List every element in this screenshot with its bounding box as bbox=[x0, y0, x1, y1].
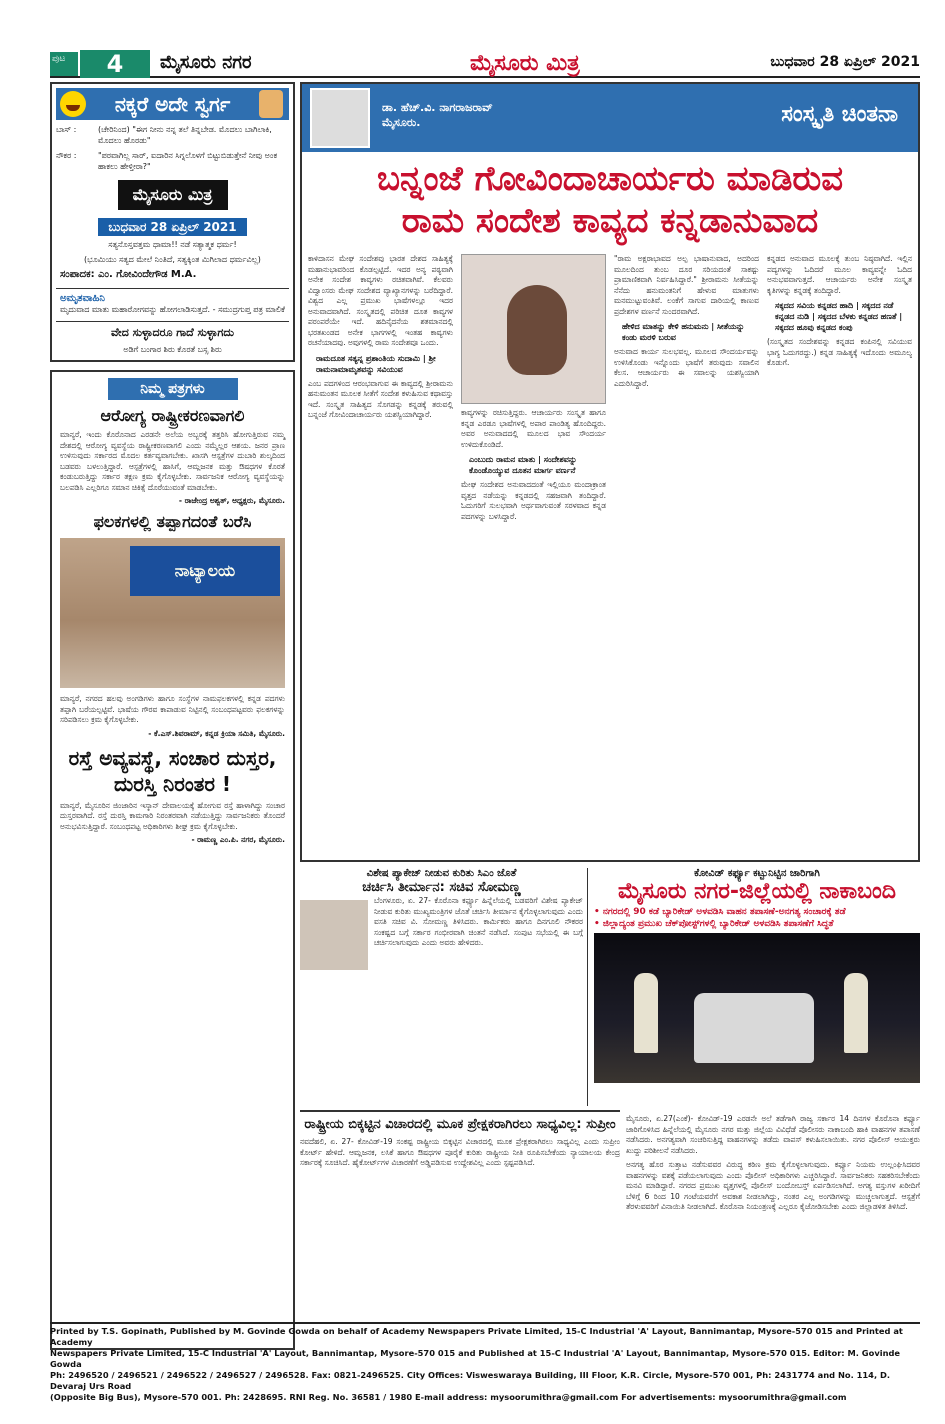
column-title: ಸಂಸ್ಕೃತಿ ಚಿಂತನಾ bbox=[781, 102, 898, 127]
story-bullet: • ನಗರದಲ್ಲಿ 90 ಕಡೆ ಬ್ಯಾರಿಕೇಡ್ ಅಳವಡಿಸಿ ವಾಹನ ತಪಾಸಣೆ-ಅನಗತ್ಯ ಸಂಚಾರಕ್ಕೆ ತಡೆ bbox=[594, 907, 846, 917]
imprint-line: (Opposite Big Bus), Mysore-570 001. Ph: 2428695. RNI Reg. No. 36581 / 1980 E-mail address: mysoorumithra@gmail.com For advertisements: mysoorumithra@gmail.com bbox=[50, 1392, 847, 1402]
joke-line bbox=[56, 150, 289, 172]
verse: ಎಂಬುದು ರಾಮನ ಮಾತು | ಸಂದೇಶವನ್ನು ಕೊಂಡೊಯ್ಯುವ ದೂತನ ಮಾರ್ಗ ವರ್ಣನೆ bbox=[469, 455, 577, 475]
joke-speaker: ಬಾಸ್ : bbox=[56, 125, 77, 134]
article-text: ಮೇಘ ಸಂದೇಶದ ಅನುವಾದದಂತೆ ಇಲ್ಲಿಯೂ ಮಂದಾಕ್ರಾಂತ ವೃತ್ತದ ನಡೆಯನ್ನು ಕನ್ನಡದಲ್ಲಿ ಸಹಜವಾಗಿ ತಂದಿದ್ದಾರೆ. ಓದುಗರಿಗೆ ಸುಲಭವಾಗಿ ಅರ್ಥವಾಗುವಂತೆ ಸರಳವಾದ ಕನ್ನಡ ಪದಗಳನ್ನು ಬಳಸಿದ್ದಾರೆ. bbox=[461, 480, 606, 521]
letter-signature: - ರಾಮಣ್ಣ ಎಂ.ಪಿ. ನಗರ, ಮೈಸೂರು. bbox=[191, 835, 285, 844]
page-label: ಪುಟ bbox=[50, 52, 78, 76]
article-column bbox=[614, 254, 759, 856]
joke-text: "ಪರವಾಗಿಲ್ಲ ಸಾರ್, ಐದಾರಿನ ಸಿಗ್ನಲೊಳಗೆ ಬಿಟ್ಟುಬಿಡುತ್ತೇನೆ ನೀವು ಅಂಕ ಹಾಕಲು ಹೇಳ್ತೀರಾ?" bbox=[98, 151, 278, 171]
tagline-translation: (ಭೂಮಿಯು ಸತ್ಯದ ಮೇಲೆ ನಿಂತಿದೆ, ಸತ್ಯಕ್ಕಿಂತ ಮಿಗಿಲಾದ ಧರ್ಮವಿಲ್ಲ) bbox=[84, 255, 261, 264]
letter-body: ಮಾನ್ಯರೆ, ನಗರದ ಹಲವು ಅಂಗಡಿಗಳು ಹಾಗೂ ಸಂಸ್ಥೆಗಳ ನಾಮಫಲಕಗಳಲ್ಲಿ ಕನ್ನಡ ಪದಗಳು ತಪ್ಪಾಗಿ ಬರೆಯಲ್ಪಟ್ಟಿವೆ. ಭಾಷೆಯ ಗೌರವ ಕಾಪಾಡುವ ನಿಟ್ಟಿನಲ್ಲಿ ಸಂಬಂಧಪಟ್ಟವರು ಫಲಕಗಳನ್ನು ಸರಿಪಡಿಸಲು ಕ್ರಮ ಕೈಗೊಳ್ಳಬೇಕು. bbox=[60, 694, 285, 724]
article-text: (ಸಂಸ್ಕೃತದ ಸಂದೇಶವನ್ನು ಕನ್ನಡದ ಕಂಪಿನಲ್ಲಿ ಸವಿಯುವ ಭಾಗ್ಯ ಓದುಗರದ್ದು.) ಕನ್ನಡ ಸಾಹಿತ್ಯಕ್ಕೆ ಇದೊಂದು ಅಮೂಲ್ಯ ಕೊಡುಗೆ. bbox=[767, 337, 912, 367]
story-somanna bbox=[300, 868, 588, 1106]
main-article bbox=[300, 82, 920, 862]
article-text: ಕಾಳಿದಾಸನ ಮೇಘ ಸಂದೇಶವು ಭಾರತ ದೇಶದ ಸಾಹಿತ್ಯಕ್ಕೆ ಮಹಾನುಭಾವರಿಂದ ಕೊಡಲ್ಪಟ್ಟಿದೆ. ಇದರ ಅನ್ಯ ಪಠ್ಯವಾಗಿ ಅನೇಕ ಸಂದೇಶ ಕಾವ್ಯಗಳು ರಚಿತವಾಗಿವೆ. ಕೆಲವರು ವಿದ್ವಾಂಸರು ಮೇಘ ಸಂದೇಶದ ವ್ಯಾಖ್ಯಾನಗಳನ್ನು ಬರೆದಿದ್ದಾರೆ. ವಿಶ್ವದ ಎಲ್ಲ ಪ್ರಮುಖ ಭಾಷೆಗಳಲ್ಲೂ ಇದರ ಅನುವಾದವಾಗಿದೆ. ಸಂಸ್ಕೃತದಲ್ಲಿ ಪರಿಚಿತ ದೂತ ಕಾವ್ಯಗಳ ಪರಂಪರೆಯೇ ಇದೆ. ಹದಿನೈದನೆಯ ಶತಮಾನದಲ್ಲಿ ಭರತಖಂಡದ ಅನೇಕ ಭಾಗಗಳಲ್ಲಿ ಇಂತಹ ಕಾವ್ಯಗಳು ರಚನೆಯಾದವು. ಅವುಗಳಲ್ಲಿ ರಾಮ ಸಂದೇಶವೂ ಒಂದು. bbox=[308, 254, 453, 347]
letter-title: ಫಲಕಗಳಲ್ಲಿ ತಪ್ಪಾಗದಂತೆ ಬರೆಸಿ bbox=[93, 512, 252, 531]
police-checkpoint-photo bbox=[594, 933, 920, 1083]
shop-signboard-photo bbox=[60, 538, 285, 688]
issue-date: ಬುಧವಾರ 28 ಏಪ್ರಿಲ್ 2021 bbox=[770, 54, 920, 70]
laughing-face-icon bbox=[60, 91, 86, 117]
policeman-shape bbox=[634, 973, 658, 1053]
article-headline bbox=[302, 158, 918, 242]
verse: ಸಕ್ಕದದ ಸವಿಯ ಕನ್ನಡದ ಹಾದಿ | ಸಕ್ಕದದ ನಡೆ ಕನ್ನಡದ ನುಡಿ | ಸಕ್ಕದದ ಬೆಳಕು ಕನ್ನಡದ ಹಣತೆ | ಸಕ್ಕದದ ಹೂವು ಕನ್ನಡದ ಕಂಪು bbox=[775, 301, 903, 332]
letter-body: ಮಾನ್ಯರೆ, ಇಂದು ಕೊರೊನಾದ ಎರಡನೇ ಅಲೆಯ ಅಬ್ಬರಕ್ಕೆ ತತ್ತರಿಸಿ ಹೋಗುತ್ತಿರುವ ನಮ್ಮ ದೇಶದಲ್ಲಿ ಆರೋಗ್ಯ ವ್ಯವಸ್ಥೆಯ ರಾಷ್ಟ್ರೀಕರಣವಾಗಲಿ ಎಂದು ನಮ್ಮೆಲ್ಲರ ಆಶಯ. ಜನರ ಪ್ರಾಣ ಉಳಿಸುವುದು ಸರ್ಕಾರದ ಮೊದಲ ಕರ್ತವ್ಯವಾಗಬೇಕು. ಖಾಸಗಿ ಆಸ್ಪತ್ರೆಗಳ ದುಬಾರಿ ಶುಲ್ಕದಿಂದ ಬಡವರು ಬಳಲುತ್ತಿದ್ದಾರೆ. ಆಸ್ಪತ್ರೆಗಳಲ್ಲಿ ಹಾಸಿಗೆ, ಆಮ್ಲಜನಕ ಮತ್ತು ಔಷಧಗಳ ಕೊರತೆ ಕಂಡುಬರುತ್ತಿದ್ದು ಸರ್ಕಾರ ತಕ್ಷಣ ಕ್ರಮ ಕೈಗೊಳ್ಳಬೇಕು. ಸಾರ್ವಜನಿಕ ಆರೋಗ್ಯ ವ್ಯವಸ್ಥೆಯನ್ನು ಬಲಪಡಿಸಿ ಎಲ್ಲರಿಗೂ ಸಮಾನ ಚಿಕಿತ್ಸೆ ದೊರೆಯುವಂತೆ ಮಾಡಬೇಕು. bbox=[60, 430, 285, 492]
article-text: ಕನ್ನಡದ ಅನುವಾದ ಮೂಲಕ್ಕೆ ತುಂಬ ನಿಷ್ಠವಾಗಿದೆ. ಇಲ್ಲಿನ ಪದ್ಯಗಳನ್ನು ಓದಿದರೆ ಮೂಲ ಕಾವ್ಯವನ್ನೇ ಓದಿದ ಅನುಭವವಾಗುತ್ತದೆ. ಆಚಾರ್ಯರು ಅನೇಕ ಸಂಸ್ಕೃತ ಕೃತಿಗಳನ್ನು ಕನ್ನಡಕ್ಕೆ ತಂದಿದ್ದಾರೆ. bbox=[767, 254, 912, 295]
nakkare-box bbox=[50, 82, 295, 362]
amrita-heading: ಅಮೃತವಾಹಿನಿ bbox=[56, 288, 289, 304]
masthead-logo: ಮೈಸೂರು ಮಿತ್ರ bbox=[470, 50, 580, 76]
story-text: ಅನಗತ್ಯ ಹೊರ ಸುತ್ತಾಟ ನಡೆಸುವವರ ವಿರುದ್ಧ ಕಠಿಣ ಕ್ರಮ ಕೈಗೊಳ್ಳಲಾಗುವುದು. ಕರ್ಫ್ಯೂ ನಿಯಮ ಉಲ್ಲಂಘಿಸಿದವರ ವಾಹನಗಳನ್ನು ವಶಕ್ಕೆ ಪಡೆಯಲಾಗುವುದು ಎಂದು ಪೊಲೀಸ್ ಅಧಿಕಾರಿಗಳು ಎಚ್ಚರಿಸಿದ್ದಾರೆ. ಸಾರ್ವಜನಿಕರು ಸಹಕರಿಸಬೇಕೆಂದು ಮನವಿ ಮಾಡಿದ್ದಾರೆ. ನಗರದ ಪ್ರಮುಖ ವೃತ್ತಗಳಲ್ಲಿ ಪೊಲೀಸ್ ಬಂದೋಬಸ್ತ್ ಏರ್ಪಡಿಸಲಾಗಿದೆ. ಅಗತ್ಯ ವಸ್ತುಗಳ ಖರೀದಿಗೆ ಬೆಳಿಗ್ಗೆ 6 ರಿಂದ 10 ಗಂಟೆಯವರೆಗೆ ಅವಕಾಶ ನೀಡಲಾಗಿದ್ದು, ನಂತರ ಎಲ್ಲ ಅಂಗಡಿಗಳನ್ನು ಮುಚ್ಚಲಾಗುತ್ತದೆ. ಆಸ್ಪತ್ರೆಗೆ ತೆರಳುವವರಿಗೆ ವಿನಾಯಿತಿ ನೀಡಲಾಗಿದೆ. ಕೊರೊನಾ ನಿಯಂತ್ರಣಕ್ಕೆ ಎಲ್ಲರೂ ಕೈಜೋಡಿಸಬೇಕು ಎಂದು ಜಿಲ್ಲಾಡಳಿತ ತಿಳಿಸಿದೆ. bbox=[626, 1160, 920, 1211]
story-bullet: • ಜಿಲ್ಲಾದ್ಯಂತ ಪ್ರಮುಖ ಚೆಕ್‌ಪೋಸ್ಟ್‌ಗಳಲ್ಲಿ ಬ್ಯಾರಿಕೇಡ್ ಅಳವಡಿಸಿ ತಪಾಸಣೆಗೆ ಸಿದ್ಧತೆ bbox=[594, 919, 834, 929]
article-text: "ರಾಮ ಅಕ್ಷರಾಭಾವದ ಅಲ್ಪ ಭಾಷಾನುವಾದ, ಅದರಿಂದ ಮೂಲದಿಂದ ತುಂಬ ದೂರ ಸರಿಯದಂತೆ ಸಾಕಷ್ಟು ಪ್ರಾಮಾಣಿಕವಾಗಿ ನಿರ್ವಹಿಸಿದ್ದಾರೆ." ಶ್ರೀರಾಮನು ಸೀತೆಯನ್ನು ನೆನೆದು ಹನುಮಂತನಿಗೆ ಹೇಳುವ ಮಾತುಗಳು ಮನಮುಟ್ಟುವಂತಿವೆ. ಲಂಕೆಗೆ ಸಾಗುವ ದಾರಿಯಲ್ಲಿ ಕಾಣುವ ಪ್ರದೇಶಗಳ ವರ್ಣನೆ ಸುಂದರವಾಗಿದೆ. bbox=[614, 254, 759, 316]
joke-line bbox=[56, 124, 289, 146]
letter-signature: - ಕೆ.ಎಸ್.ಶಿವರಾಮ್, ಕನ್ನಡ ಕ್ರಿಯಾ ಸಮಿತಿ, ಮೈಸೂರು. bbox=[148, 728, 285, 738]
verse: ರಾಮದೂತ ಸತ್ಯನ್ನ ಪ್ರಶಾಂತಿಯ ಸುದಾಮಿ | ಶ್ರೀ ರಾಮನಾಮಾಮೃತವನ್ನು ಸವಿಯುವ bbox=[316, 353, 436, 374]
imprint-line: Newspapers Private Limited, 15-C Industrial 'A' Layout, Bannimantap, Mysore-570 015 and Published at 15-C Industrial 'A' Layout, Bannimantap, Mysore-570 015. Editor: M. Govinde Gowda bbox=[50, 1348, 901, 1369]
author-place: ಮೈಸೂರು. bbox=[382, 116, 421, 129]
joke-speaker: ನೌಕರ : bbox=[56, 151, 77, 160]
mini-date: ಬುಧವಾರ 28 ಏಪ್ರಿಲ್ 2021 bbox=[98, 218, 246, 236]
story-text: ಬೆಂಗಳೂರು, ಏ. 27- ಕೊರೊನಾ ಕರ್ಫ್ಯೂ ಹಿನ್ನೆಲೆಯಲ್ಲಿ ಬಡವರಿಗೆ ವಿಶೇಷ ಪ್ಯಾಕೇಜ್ ನೀಡುವ ಕುರಿತು ಮುಖ್ಯಮಂತ್ರಿಗಳ ಜೊತೆ ಚರ್ಚಿಸಿ ತೀರ್ಮಾನ ಕೈಗೊಳ್ಳಲಾಗುವುದು ಎಂದು ವಸತಿ ಸಚಿವ ವಿ. ಸೋಮಣ್ಣ ತಿಳಿಸಿದರು. ಕಾರ್ಮಿಕರು ಹಾಗೂ ದಿನಗೂಲಿ ನೌಕರರ ಸಂಕಷ್ಟದ ಬಗ್ಗೆ ಸರ್ಕಾರ ಗಂಭೀರವಾಗಿ ಚಿಂತನೆ ನಡೆಸಿದೆ. ಸಂಪುಟ ಸಭೆಯಲ್ಲಿ ಈ ಬಗ್ಗೆ ಚರ್ಚಿಸಲಾಗುವುದು ಎಂದು ಅವರು ಹೇಳಿದರು. bbox=[374, 896, 583, 947]
letters-box bbox=[50, 370, 295, 1350]
verse: ಹೇಳಿದ ಮಾತನ್ನು ಕೇಳಿ ಹನುಮನು | ಸೀತೆಯನ್ನು ಕಂಡು ಮರಳಿ ಬರುವ bbox=[622, 322, 745, 342]
proverb-text: ಅಡಿಗೆ ಬಂಗಾರ ಶಿರು ಕೊರತೆ ಬಸ್ಸ ಶಿರು bbox=[123, 345, 222, 354]
story-text: ಮೈಸೂರು, ಏ.27(ಎಂಕೆ)- ಕೋವಿಡ್-19 ಎರಡನೇ ಅಲೆ ತಡೆಗಾಗಿ ರಾಜ್ಯ ಸರ್ಕಾರ 14 ದಿನಗಳ ಕೊರೊನಾ ಕರ್ಫ್ಯೂ ಜಾರಿಗೊಳಿಸಿದ ಹಿನ್ನೆಲೆಯಲ್ಲಿ ಮೈಸೂರು ನಗರ ಮತ್ತು ಜಿಲ್ಲೆಯ ವಿವಿಧೆಡೆ ಪೊಲೀಸರು ನಾಕಾಬಂದಿ ಹಾಕಿ ವಾಹನಗಳ ತಪಾಸಣೆ ನಡೆಸಿದರು. ಅನಗತ್ಯವಾಗಿ ಸಂಚರಿಸುತ್ತಿದ್ದ ವಾಹನಗಳನ್ನು ತಡೆದು ವಾಪಸ್ ಕಳುಹಿಸಲಾಯಿತು. ನಗರ ಪೊಲೀಸ್ ಆಯುಕ್ತರು ಖುದ್ದು ಪರಿಶೀಲನೆ ನಡೆಸಿದರು. bbox=[626, 1114, 920, 1155]
minister-photo bbox=[300, 900, 368, 970]
article-column bbox=[308, 254, 453, 856]
article-column bbox=[767, 254, 912, 856]
author-photo bbox=[310, 88, 370, 148]
letter-title: ಆರೋಗ್ಯ ರಾಷ್ಟ್ರೀಕರಣವಾಗಲಿ bbox=[100, 406, 245, 425]
article-text: ಅನುವಾದ ಕಾರ್ಯ ಸುಲಭವಲ್ಲ. ಮೂಲದ ಸೌಂದರ್ಯವನ್ನು ಉಳಿಸಿಕೊಂಡು ಇನ್ನೊಂದು ಭಾಷೆಗೆ ತರುವುದು ಸವಾಲಿನ ಕೆಲಸ. ಆಚಾರ್ಯರು ಈ ಸವಾಲನ್ನು ಯಶಸ್ವಿಯಾಗಿ ಎದುರಿಸಿದ್ದಾರೆ. bbox=[614, 347, 759, 388]
story-text: ನವದೆಹಲಿ, ಏ. 27- ಕೋವಿಡ್-19 ಸಂಕಷ್ಟ ರಾಷ್ಟ್ರೀಯ ಬಿಕ್ಕಟ್ಟಿನ ವಿಚಾರದಲ್ಲಿ ಮೂಕ ಪ್ರೇಕ್ಷಕರಾಗಿರಲು ಸಾಧ್ಯವಿಲ್ಲ ಎಂದು ಸುಪ್ರೀಂ ಕೋರ್ಟ್ ಹೇಳಿದೆ. ಆಮ್ಲಜನಕ, ಲಸಿಕೆ ಹಾಗೂ ಔಷಧಗಳ ಪೂರೈಕೆ ಕುರಿತು ರಾಷ್ಟ್ರೀಯ ನೀತಿ ರೂಪಿಸಬೇಕೆಂದು ನ್ಯಾಯಾಲಯ ಕೇಂದ್ರ ಸರ್ಕಾರಕ್ಕೆ ಸೂಚಿಸಿದೆ. ಹೈಕೋರ್ಟ್‌ಗಳ ವಿಚಾರಣೆಗೆ ಅಡ್ಡಿಪಡಿಸುವ ಉದ್ದೇಶವಿಲ್ಲ ಎಂದು ಸ್ಪಷ್ಟಪಡಿಸಿದೆ. bbox=[300, 1137, 620, 1167]
mini-masthead: ಮೈಸೂರು ಮಿತ್ರ bbox=[118, 180, 228, 210]
section-title: ಮೈಸೂರು ನಗರ bbox=[160, 52, 252, 73]
article-body bbox=[308, 254, 912, 856]
story-nakabandi bbox=[594, 868, 920, 1106]
story-kicker: ಕೋವಿಡ್ ಕರ್ಫ್ಯೂ ಕಟ್ಟುನಿಟ್ಟಿನ ಜಾರಿಗಾಗಿ bbox=[694, 868, 820, 879]
proverb-heading: ವೇದ ಸುಳ್ಳಾದರೂ ಗಾದೆ ಸುಳ್ಳಾಗದು bbox=[56, 321, 289, 340]
acharya-portrait bbox=[461, 254, 606, 404]
story-supreme-court bbox=[300, 1110, 620, 1318]
editor-credit: ಸಂಪಾದಕ: ಎಂ. ಗೋವಿಂದೇಗೌಡ M.A. bbox=[60, 269, 197, 280]
signboard-text: ನಾಟ್ಯಾಲಯ bbox=[130, 546, 280, 596]
story-headline: ರಾಷ್ಟ್ರೀಯ ಬಿಕ್ಕಟ್ಟಿನ ವಿಚಾರದಲ್ಲಿ ಮೂಕ ಪ್ರೇಕ್ಷಕರಾಗಿರಲು ಸಾಧ್ಯವಿಲ್ಲ: ಸುಪ್ರೀಂ bbox=[304, 1117, 616, 1132]
story-nakabandi-continued bbox=[626, 1110, 920, 1318]
policeman-shape bbox=[844, 973, 868, 1053]
page-number: 4 bbox=[80, 50, 150, 78]
amrita-text: ಮೃದುವಾದ ಮಾತು ಮಹಾರೋಗವನ್ನು ಹೋಗಲಾಡಿಸುತ್ತದೆ. - ಸಮುದ್ರಗುಪ್ತ ಪತ್ರ ಮಾಲಿಕೆ bbox=[60, 305, 285, 314]
imprint-footer bbox=[50, 1322, 920, 1402]
headline-line-1: ಬನ್ನಂಜೆ ಗೋವಿಂದಾಚಾರ್ಯರು ಮಾಡಿರುವ bbox=[376, 159, 844, 199]
article-text: ಕಾವ್ಯಗಳನ್ನು ರಚಿಸುತ್ತಿದ್ದರು. ಆಚಾರ್ಯರು ಸಂಸ್ಕೃತ ಹಾಗೂ ಕನ್ನಡ ಎರಡೂ ಭಾಷೆಗಳಲ್ಲಿ ಅಪಾರ ಪಾಂಡಿತ್ಯ ಹೊಂದಿದ್ದರು. ಅವರ ಅನುವಾದದಲ್ಲಿ ಮೂಲದ ಭಾವ ಸೌಂದರ್ಯ ಉಳಿದುಕೊಂಡಿದೆ. bbox=[461, 408, 606, 449]
left-column bbox=[50, 82, 295, 1350]
article-text: ಎಂಬ ಪದಗಳಿಂದ ಆರಂಭವಾಗುವ ಈ ಕಾವ್ಯದಲ್ಲಿ ಶ್ರೀರಾಮನು ಹನುಮಂತನ ಮೂಲಕ ಸೀತೆಗೆ ಸಂದೇಶ ಕಳುಹಿಸುವ ಕಥಾವಸ್ತು ಇದೆ. ಸಂಸ್ಕೃತ ಸಾಹಿತ್ಯದ ಸೊಗಡನ್ನು ಕನ್ನಡಕ್ಕೆ ತರುವಲ್ಲಿ ಬನ್ನಂಜೆ ಗೋವಿಂದಾಚಾರ್ಯರು ಯಶಸ್ವಿಯಾಗಿದ್ದಾರೆ. bbox=[308, 378, 453, 419]
author-bar bbox=[302, 84, 918, 152]
car-shape bbox=[694, 993, 814, 1063]
page-header bbox=[50, 50, 920, 78]
letters-header: ನಿಮ್ಮ ಪತ್ರಗಳು bbox=[108, 378, 238, 400]
letter-body: ಮಾನ್ಯರೆ, ಮೈಸೂರಿನ ಜಿಂಜಾರಿನ ಇಸ್ಕಾನ್ ದೇವಾಲಯಕ್ಕೆ ಹೋಗುವ ರಸ್ತೆ ಹಾಳಾಗಿದ್ದು ಸಂಚಾರ ದುಸ್ತರವಾಗಿದೆ. ರಸ್ತೆ ದುರಸ್ತಿ ಕಾಮಗಾರಿ ನಿರಂತರವಾಗಿ ನಡೆಯುತ್ತಿದ್ದು ಸಾರ್ವಜನಿಕರು ತೊಂದರೆ ಅನುಭವಿಸುತ್ತಿದ್ದಾರೆ. ಸಂಬಂಧಪಟ್ಟ ಅಧಿಕಾರಿಗಳು ಶೀಘ್ರ ಕ್ರಮ ಕೈಗೊಳ್ಳಬೇಕು. bbox=[60, 800, 285, 831]
imprint-line: Printed by T.S. Gopinath, Published by M. Govinde Gowda on behalf of Academy Newspapers Private Limited, 15-C Industrial 'A' Layout, Bannimantap, Mysore-570 015 and Printed at Academy bbox=[50, 1326, 903, 1347]
cartoon-figure-icon bbox=[259, 90, 283, 118]
story-headline: ಮೈಸೂರು ನಗರ-ಜಿಲ್ಲೆಯಲ್ಲಿ ನಾಕಾಬಂದಿ bbox=[618, 879, 896, 904]
letter-title: ರಸ್ತೆ ಅವ್ಯವಸ್ಥೆ, ಸಂಚಾರ ದುಸ್ತರ, ದುರಸ್ತಿ ನಿರಂತರ ! bbox=[68, 745, 277, 796]
imprint-line: Ph: 2496520 / 2496521 / 2496522 / 2496527 / 2496528. Fax: 0821-2496525. City Offices: Visweswaraya Building, III Floor, K.R. Circle, Mysore-570 001, Ph: 2431774 and No. 114, D. Devaraj Urs Road bbox=[50, 1370, 891, 1391]
joke-text: (ಚೇರಿನಿಂದ) "ಈಗ ನೀನು ನನ್ನ ತಲೆ ತಿನ್ನಬೇಡ. ಮೊದಲು ಬಾಗಿಲಾಕಿ, ಮೊದಲು ಹೊರಡು" bbox=[98, 125, 272, 145]
author-name: ಡಾ. ಹೆಚ್.ವಿ. ನಾಗರಾಜರಾವ್ bbox=[382, 101, 493, 114]
headline-line-2: ರಾಮ ಸಂದೇಶ ಕಾವ್ಯದ ಕನ್ನಡಾನುವಾದ bbox=[401, 201, 819, 241]
nakkare-title: ನಕ್ಕರೆ ಅದೇ ಸ್ವರ್ಗ bbox=[114, 92, 231, 116]
article-column bbox=[461, 254, 606, 856]
letter-signature: - ರಾಜೇಂದ್ರ ಅಶ್ವತ್, ಅಧ್ಯಕ್ಷರು, ಮೈಸೂರು. bbox=[178, 496, 285, 505]
tagline: ಸತ್ಯನೊಸ್ತವತ್ತಮ ಧಾಮಾ!! ನಡೆ ಸತ್ಯಾತ್ಮಕ ಧರ್ಮ! bbox=[108, 240, 237, 249]
story-kicker: ವಿಶೇಷ ಪ್ಯಾಕೇಜ್ ನೀಡುವ ಕುರಿತು ಸಿಎಂ ಜೊತೆ bbox=[366, 868, 517, 879]
nakkare-title-bar bbox=[56, 88, 289, 120]
story-headline: ಚರ್ಚಿಸಿ ತೀರ್ಮಾನ: ಸಚಿವ ಸೋಮಣ್ಣ bbox=[362, 880, 521, 895]
